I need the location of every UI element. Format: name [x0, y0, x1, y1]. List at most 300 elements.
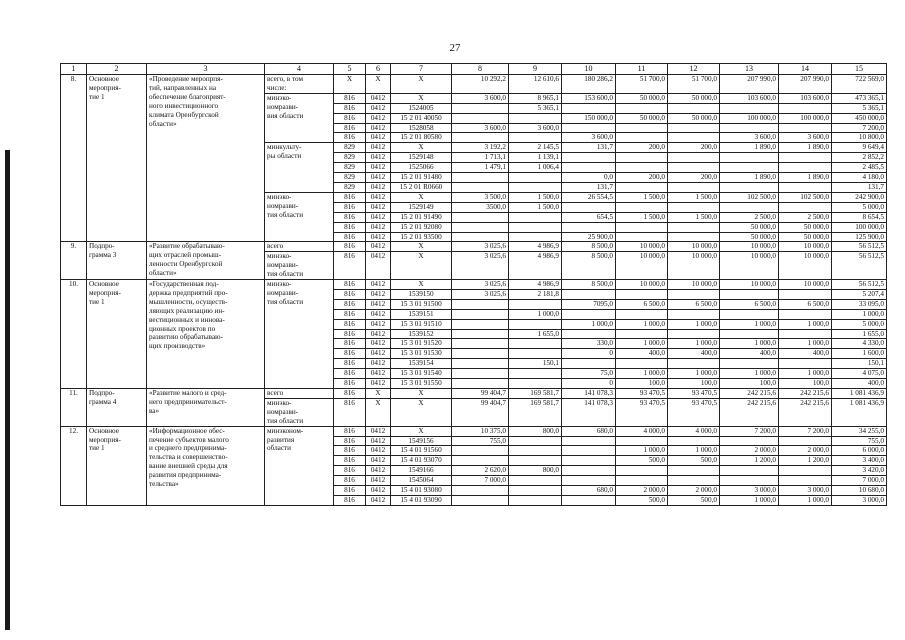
- grbs-code: 829: [334, 182, 366, 192]
- cell-text-line: номразви-: [267, 407, 299, 416]
- section-code: 0412: [366, 466, 391, 476]
- cell-text-line: минэко-: [267, 192, 292, 201]
- year-amount: 1 000,0: [720, 495, 779, 505]
- cell-text-line: мероприя-: [89, 288, 121, 297]
- cell-text-line: щих отраслей промыш-: [149, 251, 222, 260]
- table-row: [61, 75, 887, 94]
- total-amount: 3 000,0: [832, 495, 887, 505]
- year-amount: 8 500,0: [562, 242, 616, 252]
- total-amount: 4 075,0: [832, 369, 887, 379]
- executor: [265, 398, 334, 426]
- year-amount: 100,0: [779, 379, 832, 389]
- year-amount: [616, 202, 668, 212]
- grbs-code: 816: [334, 466, 366, 476]
- total-amount: 10 800,0: [832, 133, 887, 143]
- section-code: 0412: [366, 163, 391, 173]
- year-amount: [509, 349, 562, 359]
- year-amount: 75,0: [562, 369, 616, 379]
- year-amount: 7 000,0: [452, 476, 509, 486]
- section-code: 0412: [366, 252, 391, 280]
- year-amount: 2 500,0: [720, 212, 779, 222]
- year-amount: 50 000,0: [668, 113, 720, 123]
- year-amount: 1 000,0: [720, 319, 779, 329]
- year-amount: [779, 329, 832, 339]
- total-amount: 4 330,0: [832, 339, 887, 349]
- year-amount: 400,0: [616, 349, 668, 359]
- cell-text-line: тие 1: [89, 297, 105, 306]
- year-amount: 93 470,5: [668, 398, 720, 426]
- cell-text-line: минэко-: [267, 280, 292, 289]
- total-amount: 9 649,4: [832, 143, 887, 153]
- year-amount: [452, 339, 509, 349]
- target-article-code: 15 2 01 91490: [391, 212, 452, 222]
- grbs-code: 816: [334, 202, 366, 212]
- cell-text-line: «Государственная под-: [149, 280, 219, 289]
- grbs-code: 816: [334, 329, 366, 339]
- cell-text-line: ва»: [149, 406, 160, 415]
- year-amount: [616, 103, 668, 113]
- year-amount: 169 581,7: [509, 389, 562, 399]
- grbs-code: 816: [334, 289, 366, 299]
- target-article-code: 15 3 01 91530: [391, 349, 452, 359]
- cell-text-line: развития: [267, 435, 295, 444]
- cell-text-line: него предпринимательст-: [149, 397, 227, 406]
- total-amount: 2 485,5: [832, 163, 887, 173]
- measure-type: [87, 75, 147, 242]
- year-amount: 1 000,0: [779, 339, 832, 349]
- total-amount: 7 000,0: [832, 476, 887, 486]
- year-amount: 500,0: [616, 495, 668, 505]
- year-amount: 6 500,0: [779, 299, 832, 309]
- target-article-code: 15 2 01 R0660: [391, 182, 452, 192]
- year-amount: 4 986,9: [509, 280, 562, 290]
- year-amount: 0: [562, 379, 616, 389]
- total-amount: 2 852,2: [832, 153, 887, 163]
- year-amount: [779, 476, 832, 486]
- year-amount: [452, 309, 509, 319]
- year-amount: 1 000,0: [668, 369, 720, 379]
- cell-text-line: ционных проектов по: [149, 324, 216, 333]
- section-code: 0412: [366, 299, 391, 309]
- year-amount: 50 000,0: [616, 93, 668, 103]
- measure-name: [147, 426, 265, 505]
- year-amount: 1 000,0: [616, 369, 668, 379]
- header-cell: 7: [391, 64, 452, 75]
- year-amount: [779, 123, 832, 133]
- cell-text-line: области: [267, 444, 292, 453]
- target-article-code: 15 4 01 91560: [391, 446, 452, 456]
- year-amount: [668, 289, 720, 299]
- year-amount: [720, 123, 779, 133]
- year-amount: 50 000,0: [720, 232, 779, 242]
- year-amount: 2 620,0: [452, 466, 509, 476]
- year-amount: 100,0: [616, 379, 668, 389]
- cell-text-line: щих производств»: [149, 342, 206, 351]
- year-amount: 1 006,4: [509, 163, 562, 173]
- grbs-code: 816: [334, 426, 366, 436]
- year-amount: 2 500,0: [779, 212, 832, 222]
- total-amount: 3 400,0: [832, 456, 887, 466]
- year-amount: 1 500,0: [509, 202, 562, 212]
- grbs-code: 816: [334, 232, 366, 242]
- year-amount: 1 000,0: [668, 319, 720, 329]
- total-amount: 1 081 436,9: [832, 398, 887, 426]
- cell-text-line: тий, направленных на: [149, 83, 217, 92]
- year-amount: 1 500,0: [616, 212, 668, 222]
- year-amount: [616, 289, 668, 299]
- year-amount: [509, 113, 562, 123]
- table-row: [61, 280, 887, 290]
- grbs-code: 816: [334, 299, 366, 309]
- cell-text-line: держка предприятий про-: [149, 288, 228, 297]
- total-amount: 56 512,5: [832, 242, 887, 252]
- year-amount: 200,0: [668, 143, 720, 153]
- section-code: 0412: [366, 349, 391, 359]
- year-amount: [720, 153, 779, 163]
- year-amount: 6 500,0: [616, 299, 668, 309]
- cell-text-line: мероприя-: [89, 435, 121, 444]
- cell-text-line: ного инвестиционного: [149, 101, 219, 110]
- year-amount: 755,0: [452, 436, 509, 446]
- year-amount: 1 000,0: [616, 446, 668, 456]
- year-amount: [452, 486, 509, 496]
- year-amount: 8 965,1: [509, 93, 562, 103]
- grbs-code: 816: [334, 222, 366, 232]
- target-article-code: 15 4 01 93090: [391, 495, 452, 505]
- year-amount: [668, 202, 720, 212]
- year-amount: 1 000,0: [616, 339, 668, 349]
- target-article-code: 15 2 01 92080: [391, 222, 452, 232]
- table-row: [61, 389, 887, 399]
- grbs-code: 816: [334, 93, 366, 103]
- cell-text-line: тия области: [267, 270, 304, 279]
- year-amount: [452, 329, 509, 339]
- year-amount: 1 000,0: [509, 309, 562, 319]
- page-number: 27: [449, 42, 461, 54]
- year-amount: 3 600,0: [452, 123, 509, 133]
- grbs-code: 816: [334, 212, 366, 222]
- year-amount: [562, 163, 616, 173]
- year-amount: [452, 232, 509, 242]
- total-amount: 100 000,0: [832, 222, 887, 232]
- section-code: 0412: [366, 123, 391, 133]
- executor: [265, 389, 334, 399]
- year-amount: 2 000,0: [668, 486, 720, 496]
- total-amount: 125 900,0: [832, 232, 887, 242]
- year-amount: [562, 436, 616, 446]
- year-amount: [452, 212, 509, 222]
- year-amount: 141 078,3: [562, 389, 616, 399]
- measure-name: [147, 242, 265, 280]
- section-code: 0412: [366, 289, 391, 299]
- year-amount: 25 900,0: [562, 232, 616, 242]
- total-amount: 1 600,0: [832, 349, 887, 359]
- target-article-code: X: [391, 426, 452, 436]
- year-amount: 242 215,6: [779, 389, 832, 399]
- year-amount: 500,0: [616, 456, 668, 466]
- year-amount: 3 600,0: [509, 123, 562, 133]
- total-amount: 33 095,0: [832, 299, 887, 309]
- header-cell: 2: [87, 64, 147, 75]
- total-amount: 242 900,0: [832, 192, 887, 202]
- year-amount: [562, 309, 616, 319]
- target-article-code: X: [391, 75, 452, 94]
- year-amount: 1 200,0: [779, 456, 832, 466]
- year-amount: [616, 163, 668, 173]
- grbs-code: 816: [334, 280, 366, 290]
- year-amount: [509, 232, 562, 242]
- executor: [265, 252, 334, 280]
- year-amount: [562, 359, 616, 369]
- year-amount: 1 000,0: [779, 495, 832, 505]
- year-amount: [509, 495, 562, 505]
- year-amount: 400,0: [779, 349, 832, 359]
- row-number: 10.: [61, 280, 87, 389]
- year-amount: 2 145,5: [509, 143, 562, 153]
- grbs-code: 816: [334, 349, 366, 359]
- year-amount: 3 600,0: [452, 93, 509, 103]
- year-amount: 10 000,0: [720, 242, 779, 252]
- year-amount: [452, 299, 509, 309]
- cell-text-line: тия области: [267, 297, 304, 306]
- target-article-code: 15 4 01 93080: [391, 486, 452, 496]
- year-amount: 4 986,9: [509, 252, 562, 280]
- row-number: 8.: [61, 75, 87, 242]
- year-amount: 242 215,6: [779, 398, 832, 426]
- total-amount: 10 680,0: [832, 486, 887, 496]
- section-code: 0412: [366, 319, 391, 329]
- year-amount: [779, 163, 832, 173]
- cell-text-line: минэконом-: [267, 426, 304, 435]
- year-amount: 1 000,0: [720, 369, 779, 379]
- table-row: [61, 426, 887, 436]
- cell-text-line: тельства и совершенство-: [149, 453, 228, 462]
- year-amount: 100 000,0: [720, 113, 779, 123]
- total-amount: 150,1: [832, 359, 887, 369]
- year-amount: 103 600,0: [779, 93, 832, 103]
- header-row: [61, 64, 887, 75]
- total-amount: 5 000,0: [832, 202, 887, 212]
- cell-text-line: Подпро-: [89, 389, 115, 397]
- year-amount: [720, 289, 779, 299]
- section-code: 0412: [366, 242, 391, 252]
- year-amount: 10 000,0: [779, 252, 832, 280]
- year-amount: 103 600,0: [720, 93, 779, 103]
- total-amount: 5 207,4: [832, 289, 887, 299]
- section-code: 0412: [366, 329, 391, 339]
- year-amount: 50 000,0: [616, 113, 668, 123]
- year-amount: 153 600,0: [562, 93, 616, 103]
- year-amount: [779, 153, 832, 163]
- cell-text-line: тия области: [267, 416, 304, 425]
- total-amount: 722 569,0: [832, 75, 887, 94]
- section-code: 0412: [366, 309, 391, 319]
- measure-type: [87, 389, 147, 427]
- year-amount: 2 000,0: [720, 446, 779, 456]
- budget-table-sheet: [60, 63, 886, 506]
- year-amount: [452, 133, 509, 143]
- year-amount: [668, 133, 720, 143]
- year-amount: 6 500,0: [720, 299, 779, 309]
- year-amount: 1 000,0: [779, 319, 832, 329]
- target-article-code: 1539154: [391, 359, 452, 369]
- year-amount: [616, 309, 668, 319]
- section-code: X: [366, 75, 391, 94]
- cell-text-line: Основное: [89, 280, 119, 289]
- year-amount: [452, 222, 509, 232]
- target-article-code: 1529148: [391, 153, 452, 163]
- year-amount: 1 713,1: [452, 153, 509, 163]
- target-article-code: 15 2 01 40050: [391, 113, 452, 123]
- target-article-code: 15 4 01 93070: [391, 456, 452, 466]
- year-amount: 3 500,0: [452, 192, 509, 202]
- year-amount: 7 200,0: [779, 426, 832, 436]
- section-code: 0412: [366, 192, 391, 202]
- grbs-code: 816: [334, 103, 366, 113]
- year-amount: [452, 113, 509, 123]
- cell-text-line: грамма 3: [89, 251, 117, 260]
- year-amount: [509, 369, 562, 379]
- year-amount: 1 500,0: [509, 192, 562, 202]
- year-amount: [509, 476, 562, 486]
- year-amount: [616, 133, 668, 143]
- grbs-code: 816: [334, 339, 366, 349]
- year-amount: 102 500,0: [720, 192, 779, 202]
- year-amount: [452, 446, 509, 456]
- header-cell: 12: [668, 64, 720, 75]
- year-amount: 93 470,5: [616, 398, 668, 426]
- year-amount: 1 139,1: [509, 153, 562, 163]
- section-code: 0412: [366, 369, 391, 379]
- target-article-code: 1524005: [391, 103, 452, 113]
- cell-text-line: «Проведение меропрпя-: [149, 75, 223, 83]
- cell-text-line: области»: [149, 269, 177, 278]
- year-amount: 3 025,6: [452, 242, 509, 252]
- year-amount: 1 000,0: [668, 446, 720, 456]
- cell-text-line: «Развитие малого и сред-: [149, 389, 227, 397]
- target-article-code: X: [391, 242, 452, 252]
- target-article-code: 1549156: [391, 436, 452, 446]
- year-amount: [509, 173, 562, 183]
- executor: [265, 93, 334, 143]
- year-amount: [509, 319, 562, 329]
- year-amount: 1 000,0: [668, 339, 720, 349]
- year-amount: [779, 436, 832, 446]
- grbs-code: 816: [334, 446, 366, 456]
- grbs-code: 816: [334, 476, 366, 486]
- section-code: 0412: [366, 202, 391, 212]
- cell-text-line: развития предпринима-: [149, 471, 222, 480]
- year-amount: [562, 476, 616, 486]
- section-code: 0412: [366, 103, 391, 113]
- target-article-code: 15 3 01 91500: [391, 299, 452, 309]
- target-article-code: X: [391, 93, 452, 103]
- section-code: 0412: [366, 113, 391, 123]
- year-amount: 654,5: [562, 212, 616, 222]
- grbs-code: 816: [334, 123, 366, 133]
- year-amount: 1 890,0: [779, 173, 832, 183]
- section-code: 0412: [366, 232, 391, 242]
- total-amount: 1 000,0: [832, 309, 887, 319]
- year-amount: 150 000,0: [562, 113, 616, 123]
- grbs-code: 816: [334, 436, 366, 446]
- target-article-code: 1545064: [391, 476, 452, 486]
- year-amount: 93 470,5: [616, 389, 668, 399]
- year-amount: 3 600,0: [779, 133, 832, 143]
- target-article-code: 15 2 01 91480: [391, 173, 452, 183]
- measure-name: [147, 280, 265, 389]
- year-amount: [509, 486, 562, 496]
- executor: [265, 143, 334, 193]
- year-amount: 1 200,0: [720, 456, 779, 466]
- grbs-code: 816: [334, 242, 366, 252]
- year-amount: 207 990,0: [720, 75, 779, 94]
- cell-text-line: номразви-: [267, 201, 299, 210]
- year-amount: 1 500,0: [616, 192, 668, 202]
- year-amount: [779, 289, 832, 299]
- year-amount: [562, 103, 616, 113]
- cell-text-line: грамма 4: [89, 397, 117, 406]
- section-code: 0412: [366, 173, 391, 183]
- year-amount: [616, 436, 668, 446]
- year-amount: 51 700,0: [616, 75, 668, 94]
- year-amount: [668, 222, 720, 232]
- year-amount: 200,0: [616, 143, 668, 153]
- year-amount: [720, 476, 779, 486]
- year-amount: [720, 329, 779, 339]
- year-amount: [779, 182, 832, 192]
- target-article-code: 1539152: [391, 329, 452, 339]
- executor: [265, 242, 334, 252]
- cell-text-line: тие 1: [89, 92, 105, 101]
- year-amount: [452, 495, 509, 505]
- year-amount: [720, 309, 779, 319]
- cell-text-line: номразви-: [267, 261, 299, 270]
- year-amount: 800,0: [509, 466, 562, 476]
- executor: [265, 426, 334, 505]
- grbs-code: 816: [334, 133, 366, 143]
- total-amount: 450 000,0: [832, 113, 887, 123]
- year-amount: [509, 299, 562, 309]
- year-amount: 3500,0: [452, 202, 509, 212]
- executor: [265, 280, 334, 389]
- year-amount: [562, 456, 616, 466]
- section-code: 0412: [366, 476, 391, 486]
- year-amount: [779, 202, 832, 212]
- cell-text-line: мышленности, осуществ-: [149, 297, 228, 306]
- target-article-code: 15 3 01 91520: [391, 339, 452, 349]
- section-code: 0412: [366, 436, 391, 446]
- cell-text-line: ры области: [267, 152, 302, 161]
- year-amount: [452, 103, 509, 113]
- year-amount: [562, 123, 616, 133]
- section-code: 0412: [366, 339, 391, 349]
- year-amount: 10 000,0: [616, 242, 668, 252]
- header-cell: 5: [334, 64, 366, 75]
- year-amount: 200,0: [616, 173, 668, 183]
- year-amount: 5 365,1: [509, 103, 562, 113]
- measure-name: [147, 75, 265, 242]
- year-amount: [616, 359, 668, 369]
- year-amount: 99 404,7: [452, 398, 509, 426]
- grbs-code: X: [334, 75, 366, 94]
- grbs-code: 816: [334, 252, 366, 280]
- grbs-code: 816: [334, 486, 366, 496]
- section-code: 0412: [366, 280, 391, 290]
- target-article-code: X: [391, 252, 452, 280]
- year-amount: 7 200,0: [720, 426, 779, 436]
- year-amount: 12 610,6: [509, 75, 562, 94]
